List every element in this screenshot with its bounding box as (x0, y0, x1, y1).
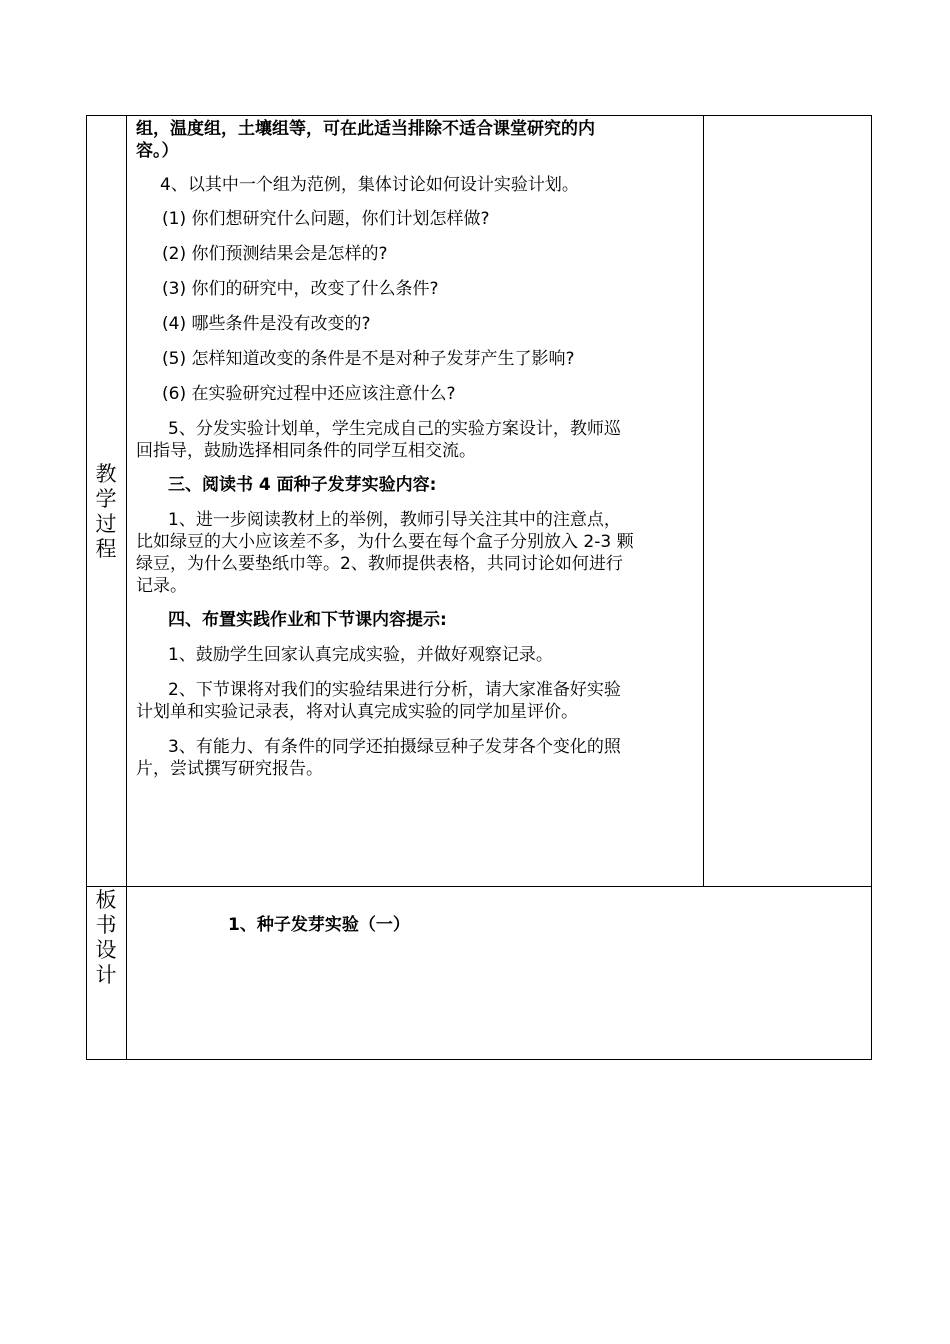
board-design-label: 板 书 设 计 (95, 888, 117, 987)
section-3-line-2: 比如绿豆的大小应该差不多，为什么要在每个盒子分别放入 2-3 颗 (136, 532, 634, 552)
table-right-border (871, 115, 872, 1060)
question-3: (3) 你们的研究中，改变了什么条件? (162, 279, 439, 299)
section-4-item-3-line-2: 片，尝试撰写研究报告。 (136, 759, 323, 779)
table-bottom-border (86, 1059, 872, 1060)
table-top-border (86, 115, 872, 116)
section-4-item-3-line-1: 3、有能力、有条件的同学还拍摄绿豆种子发芽各个变化的照 (168, 737, 621, 757)
section-4-item-2-line-2: 计划单和实验记录表，将对认真完成实验的同学加星评价。 (136, 702, 578, 722)
question-2: (2) 你们预测结果会是怎样的? (162, 244, 388, 264)
section-4-item-1: 1、鼓励学生回家认真完成实验，并做好观察记录。 (168, 645, 553, 665)
teaching-process-label: 教 学 过 程 (95, 462, 117, 561)
step-5-line-1: 5、分发实验计划单，学生完成自己的实验方案设计，教师巡 (168, 419, 621, 439)
question-5: (5) 怎样知道改变的条件是不是对种子发芽产生了影响? (162, 349, 575, 369)
table-left-border (86, 115, 87, 1060)
notes-column-divider (703, 115, 704, 886)
question-1: (1) 你们想研究什么问题，你们计划怎样做? (162, 209, 490, 229)
intro-line-2: 容。） (136, 141, 179, 161)
board-title: 1、种子发芽实验（一） (228, 915, 410, 935)
section-3-line-3: 绿豆，为什么要垫纸巾等。2、教师提供表格，共同讨论如何进行 (136, 554, 623, 574)
step-4: 4、以其中一个组为范例，集体讨论如何设计实验计划。 (160, 175, 579, 195)
section-4-heading: 四、布置实践作业和下节课内容提示: (168, 610, 447, 630)
step-5-line-2: 回指导，鼓励选择相同条件的同学互相交流。 (136, 441, 476, 461)
question-4: (4) 哪些条件是没有改变的? (162, 314, 371, 334)
section-3-line-1: 1、进一步阅读教材上的举例，教师引导关注其中的注意点， (168, 510, 621, 530)
section-4-item-2-line-1: 2、下节课将对我们的实验结果进行分析，请大家准备好实验 (168, 680, 621, 700)
question-6: (6) 在实验研究过程中还应该注意什么? (162, 384, 456, 404)
row-divider (86, 886, 872, 887)
section-3-heading: 三、阅读书 4 面种子发芽实验内容: (168, 475, 437, 495)
label-column-divider (126, 115, 127, 1060)
section-3-line-4: 记录。 (136, 576, 187, 596)
intro-line-1: 组，温度组，土壤组等，可在此适当排除不适合课堂研究的内 (136, 119, 595, 139)
